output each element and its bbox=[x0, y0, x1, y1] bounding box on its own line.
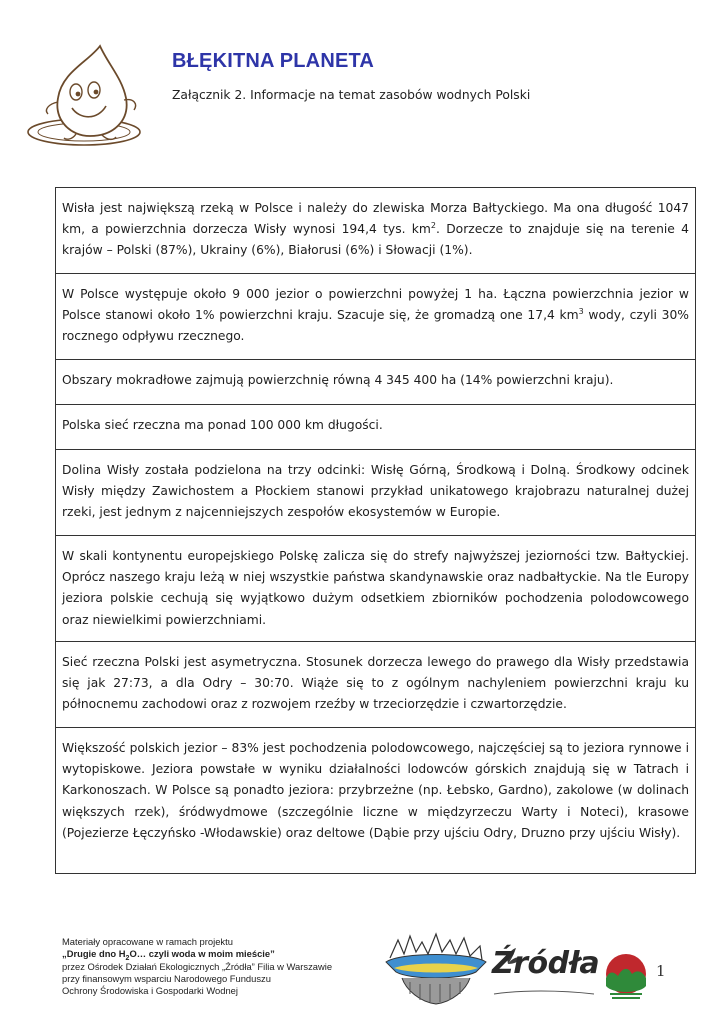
fact-row-lake-origin bbox=[56, 728, 695, 873]
fact-row-vistula bbox=[56, 188, 695, 274]
water-project-logo bbox=[380, 928, 492, 1008]
fact-row-asymmetry bbox=[56, 642, 695, 728]
fact-text: Dolina Wisły została podzielona na trzy odcinki: Wisłę Górną, Środkową i Dolną. Środkowy odcinek Wisły między Zawichostem a Płockiem stanowi przykład unikatowego krajobrazu naturalnej dużej rzeki, jest jednym z najcenniejszych zespołów ekosystemów w Europie. bbox=[62, 463, 689, 520]
project-credits: Materiały opracowane w ramach projektu „Drugie dno $H_2O\dots$ czyli woda w moim mieście” przez Ośrodek Działań Ekologicznych „Źródła” Filia w Warszawie przy finansowym wsparciu Narodowego Funduszu Ochrony Środowiska i Gospodarki Wodnej bbox=[62, 936, 333, 997]
page-number: 1 bbox=[656, 962, 666, 980]
zrodla-logo-text: Źródła bbox=[492, 946, 600, 981]
fact-row-lakes bbox=[56, 274, 695, 360]
fact-text: Wisła jest największą rzeką w Polsce i należy do zlewiska Morza Bałtyckiego. Ma ona długość 1047 km, a powierzchnia dorzecza Wisły wynosi 194,4 tys. $km^2$. Dorzecze to znajduje się na terenie 4 krajów – Polski (87%), Ukrainy (6%), Białorusi (6%) i Słowacji (1%). bbox=[62, 201, 689, 258]
nfosigw-fund-logo bbox=[600, 950, 652, 1002]
fact-text: Większość polskich jezior – 83% jest pochodzenia polodowcowego, najczęściej są to jeziora rynnowe i wytopiskowe. Jeziora powstałe w wyniku działalności lodowców górskich znajdują się w Tatrach i Karkonoszach. W Polsce są ponadto jeziora: przybrzeżne (np. Łebsko, Gardno), zakolowe (w dolinach większych rzek), śródwydmowe (szczególnie liczne w międzyrzeczu Warty i Noteci), krasowe (Pojezierze Łęczyńsko -Włodawskie) oraz deltowe (Dąbie przy ujściu Odry, Druzno przy ujściu Wisły). bbox=[62, 741, 689, 840]
fact-row-wetlands bbox=[56, 360, 695, 405]
page-subtitle: Załącznik 2. Informacje na temat zasobów wodnych Polski bbox=[172, 88, 531, 102]
fact-row-river-network bbox=[56, 405, 695, 450]
fact-text: Polska sieć rzeczna ma ponad 100 000 km długości. bbox=[62, 418, 383, 432]
fact-text: W Polsce występuje około 9 000 jezior o powierzchni powyżej 1 ha. Łączna powierzchnia jezior w Polsce stanowi około 1% powierzchni kraju. Szacuje się, że gromadzą one 17,4 $km^3$ wody, czyli 30% rocznego odpływu rzecznego. bbox=[62, 287, 689, 344]
fact-text: Obszary mokradłowe zajmują powierzchnię równą 4 345 400 ha (14% powierzchni kraju). bbox=[62, 373, 614, 387]
fact-text: Sieć rzeczna Polski jest asymetryczna. Stosunek dorzecza lewego do prawego dla Wisły przedstawia się jak 27:73, a dla Odry – 30:70. Wiąże się to z ogólnym nachyleniem powierzchni kraju ku północnemu zachodowi oraz z rozwojem rzeźby w trzeciorzędzie i czwartorzędzie. bbox=[62, 655, 689, 712]
fact-row-vistula-valley bbox=[56, 450, 695, 536]
page-title: BŁĘKITNA PLANETA bbox=[172, 50, 375, 72]
facts-table bbox=[55, 187, 696, 874]
fact-row-lake-zone bbox=[56, 536, 695, 642]
fact-text: W skali kontynentu europejskiego Polskę zalicza się do strefy najwyższej jeziorności tzw. Bałtyckiej. Oprócz naszego kraju leżą w niej wszystkie państwa skandynawskie oraz nadbałtyckie. Na tle Europy jeziora polskie cechują się wyjątkowo dużym odsetkiem zbiorników pochodzenia polodowcowego oraz niewielkimi powierzchniami. bbox=[62, 549, 689, 627]
water-drop-mascot-illustration bbox=[18, 40, 168, 152]
